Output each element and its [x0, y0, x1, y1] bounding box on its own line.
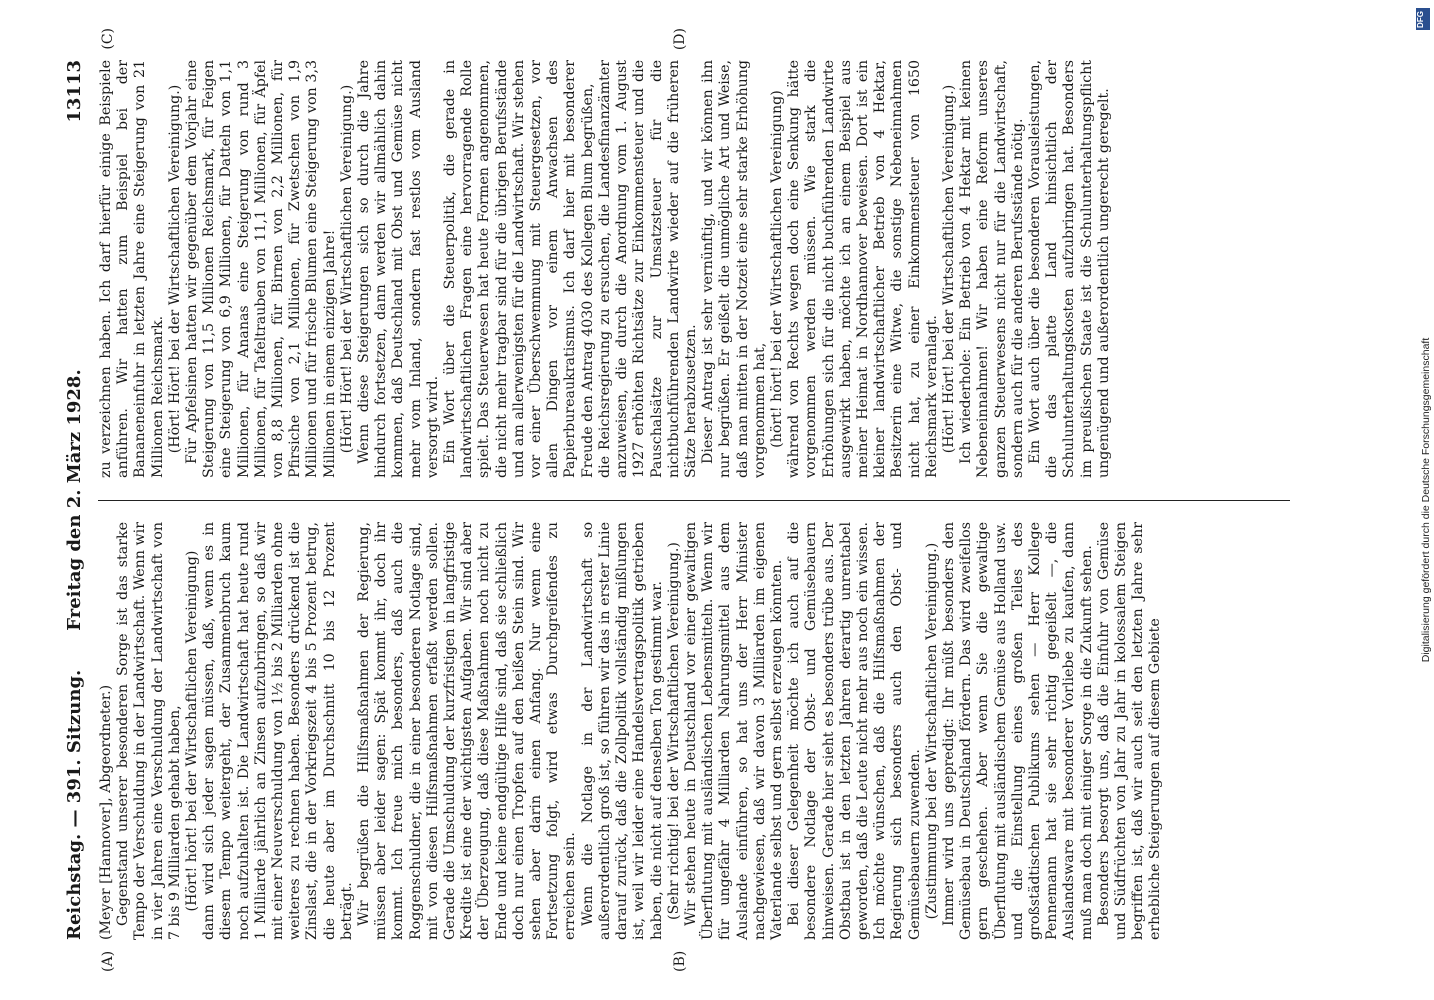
margin-marker-d: (D)	[672, 28, 688, 51]
paragraph: zu verzeichnen haben. Ich darf hierfür einige Beispiele anführen. Wir hatten zum Beispiel bei der Bananeneinfuhr in letzten Jahre eine Steigerung von 21 Millionen Reichsmark.	[98, 60, 166, 478]
dfg-logo	[1416, 8, 1430, 30]
interjection: (Hört! Hört! bei der Wirtschaftlichen Vereinigung.)	[940, 84, 957, 454]
page-number: 13113	[64, 60, 85, 123]
paragraph: Dieser Antrag ist sehr vernünftig, und wir können ihn nur begrüßen. Er geißelt die unmögliche Art und Weise, daß man mitten in der Notzeit eine sehr starke Erhöhung vorgenommen hat,	[700, 60, 768, 478]
paragraph: Für Apfelsinen hatten wir gegenüber dem Vorjahr eine Steigerung von 11,5 Millionen Reichsmark, für Feigen eine Steigerung von 6,9 Millionen, für Datteln von 1,1 Millionen, für Ananas eine Steigerung von rund 3 Millionen, für Tafeltrauben von 11,1 Millionen, für Äpfel von 8,8 Millionen, für Birnen von 2,2 Millionen, für Pfirsiche von 2,1 Millionen, für Zwetschen von 1,9 Millionen und für frische Blumen eine Steigerung von 3,3 Millionen in einem einzigen Jahre!	[184, 60, 338, 478]
paragraph: Wir stehen heute in Deutschland vor einer gewaltigen Überflutung mit ausländischen Lebensmitteln. Wenn wir für ungefähr 4 Milliarden Nahrungsmittel aus dem Auslande einführen, so hat uns der Herr Minister nachgewiesen, daß wir davon 3 Milliarden im eigenen Vaterlande selbst und gern selbst erzeugen könnten.	[682, 522, 785, 940]
margin-marker-c: (C)	[100, 28, 116, 50]
dfg-logo-text: DFG	[1415, 11, 1425, 28]
paragraph: Bei dieser Gelegenheit möchte ich auch auf die besondere Notlage der Obst- und Gemüsebauern hinweisen. Gerade hier sieht es besonders trübe aus. Der Obstbau ist in den letzten Jahren derartig unrentabel geworden, daß die Leute nicht mehr aus noch ein wissen. Ich möchte wünschen, daß die Hilfsmaßnahmen der Regierung sich besonders auch den Obst- und Gemüsebauern zuwenden.	[786, 522, 923, 940]
digitization-credit: Digitalisierung gefördert durch die Deutsche Forschungsgemeinschaft	[1420, 337, 1432, 663]
paragraph: Ich wiederhole: Ein Betrieb von 4 Hektar mit keinen Nebeneinnahmen! Wir haben eine Reform unseres ganzen Steuerwesens nicht nur für die Landwirtschaft, sondern auch für die anderen Berufsstände nötig.	[958, 60, 1026, 478]
interjection: (hört! hört! bei der Wirtschaftlichen Vereinigung)	[768, 90, 785, 448]
paragraph: Wenn die Notlage in der Landwirtschaft so außerordentlich groß ist, so führen wir das in erster Linie darauf zurück, daß die Zollpolitik vollständig mißlungen ist, weil wir leider eine Handelsvertragspolitik getrieben haben, die nicht auf denselben Ton gestimmt war.	[579, 522, 665, 940]
paragraph: (Meyer [Hannover], Abgeordneter.)	[98, 684, 114, 940]
header-left: Reichstag. — 391. Sitzung.	[64, 669, 85, 940]
side-credit	[1410, 10, 1434, 990]
margin-marker-a: (A)	[100, 950, 116, 972]
paragraph: die Reichsregierung zu ersuchen, die Landesfinanzämter anzuweisen, die durch die Anordnung vom 1. August 1927 erhöhten Richtsätze zur Einkommensteuer und die Pauschalsätze zur Umsatzsteuer für die nichtbuchführenden Landwirte wieder auf die früheren Sätze herabzusetzen.	[596, 60, 699, 478]
paragraph: Ein Wort auch über die besonderen Vorausleistungen, die das platte Land hinsichtlich der Schulunterhaltungskosten aufzubringen hat. Besonders im preußischen Staate ist die Schulunterhaltungspflicht ungenügend und außerordentlich ungerecht geregelt.	[1026, 60, 1112, 478]
paragraph: Gegenstand unserer besonderen Sorge ist das starke Tempo der Verschuldung in der Landwirtschaft. Wenn wir in vier Jahren eine Verschuldung der Landwirtschaft von 7 bis 9 Milliarden gehabt haben,	[115, 522, 183, 940]
paragraph: Wenn diese Steigerungen sich so durch die Jahre hindurch fortsetzen, dann werden wir allmählich dahin kommen, daß Deutschland mit Obst und Gemüse nicht mehr vom Inland, sondern fast restlos vom Ausland versorgt wird.	[356, 60, 441, 478]
paragraph: während von Rechts wegen doch eine Senkung hätte vorgenommen werden müssen. Wie stark die Erhöhungen sich für die nicht buchführenden Landwirte ausgewirkt haben, möchte ich an einem Beispiel aus meiner Heimat in Nordhannover beweisen. Dort ist ein kleiner landwirtschaftlicher Betrieb von 4 Hektar, Besitzerin eine Witwe, die sonstige Nebeneinnahmen nicht hat, zu einer Einkommensteuer von 1650 Reichsmark veranlagt.	[786, 60, 940, 478]
paragraph: Besonders besorgt uns, daß die Einfuhr von Gemüse und Südfrüchten von Jahr zu Jahr in kolossalem Steigen begriffen ist, daß wir auch seit den letzten Jahre sehr erhebliche Steigerungen auf diesem Gebiete	[1095, 522, 1164, 940]
text-column-right	[98, 60, 1290, 478]
text-column-left	[98, 522, 1290, 940]
interjection: (Hört! Hört! bei der Wirtschaftlichen Vereinigung.)	[338, 84, 355, 454]
column-divider	[98, 500, 1290, 501]
interjection: (Hört! Hört! bei der Wirtschaftlichen Vereinigung.)	[166, 84, 183, 454]
document-page	[60, 28, 1290, 972]
interjection: (Hört! hört! bei der Wirtschaftlichen Vereinigung)	[184, 550, 201, 912]
interjection: (Zustimmung bei der Wirtschaftlichen Vereinigung.)	[923, 542, 940, 920]
paragraph: Wir begrüßen die Hilfsmaßnahmen der Regierung, müssen aber leider sagen: Spät kommt ihr, doch ihr kommt. Ich freue mich besonders, daß auch die Roggenschuldner, die in einer besonderen Notlage sind, mit von diesen Hilfsmaßnahmen erfaßt werden sollen. Gerade die Umschuldung der kurzfristigen in langfristige Kredite ist eine der wichtigsten Aufgaben. Wir sind aber der Überzeugung, daß diese Maßnahmen noch nicht zu Ende und keine endgültige Hilfe sind, daß sie schließlich doch nur einen Tropfen auf den heißen Stein sind. Wir sehen aber darin einen Anfang. Nur wenn eine Fortsetzung folgt, wird etwas Durchgreifendes zu erreichen sein.	[356, 522, 579, 940]
paragraph: Immer wird uns gepredigt: Ihr müßt besonders den Gemüsebau in Deutschland fördern. Das wird zweifellos gern geschehen. Aber wenn Sie die gewaltige Überflutung mit ausländischem Gemüse aus Holland usw. und die Einstellung eines großen Teiles des großstädtischen Publikums sehen — Herr Kollege Pennemann hat sie sehr richtig gegeißelt —, die Auslandsware mit besonderer Vorliebe zu kaufen, dann muß man doch mit einiger Sorge in die Zukunft sehen.	[940, 522, 1095, 940]
header-date: Freitag den 2. März 1928.	[64, 369, 85, 631]
margin-marker-b: (B)	[672, 950, 688, 972]
page-header	[60, 60, 90, 940]
interjection: (Sehr richtig! bei der Wirtschaftlichen Vereinigung.)	[665, 542, 682, 920]
paragraph: Ein Wort über die Steuerpolitik, die gerade in landwirtschaftlichen Fragen eine hervorragende Rolle spielt. Das Steuerwesen hat heute Formen angenommen, die nicht mehr tragbar sind für die übrigen Berufsstände und am allerwenigsten für die Landwirtschaft. Wir stehen vor einer Überschwemmung mit Steuergesetzen, vor allen Dingen vor einem Anwachsen des Papierbureaukratismus. Ich darf hier mit besonderer Freude den Antrag 4030 des Kollegen Blum begrüßen,	[442, 60, 596, 478]
paragraph: dann wird sich jeder sagen müssen, daß, wenn es in diesem Tempo weitergeht, der Zusammenbruch kaum noch aufzuhalten ist. Die Landwirtschaft hat heute rund 1 Milliarde jährlich an Zinsen aufzubringen, so daß wir mit einer Neuverschuldung von 1½ bis 2 Milliarden ohne weiteres zu rechnen haben. Besonders drückend ist die Zinslast, die in der Vorkriegszeit 4 bis 5 Prozent betrug, die heute aber im Durchschnitt 10 bis 12 Prozent beträgt.	[201, 522, 355, 940]
